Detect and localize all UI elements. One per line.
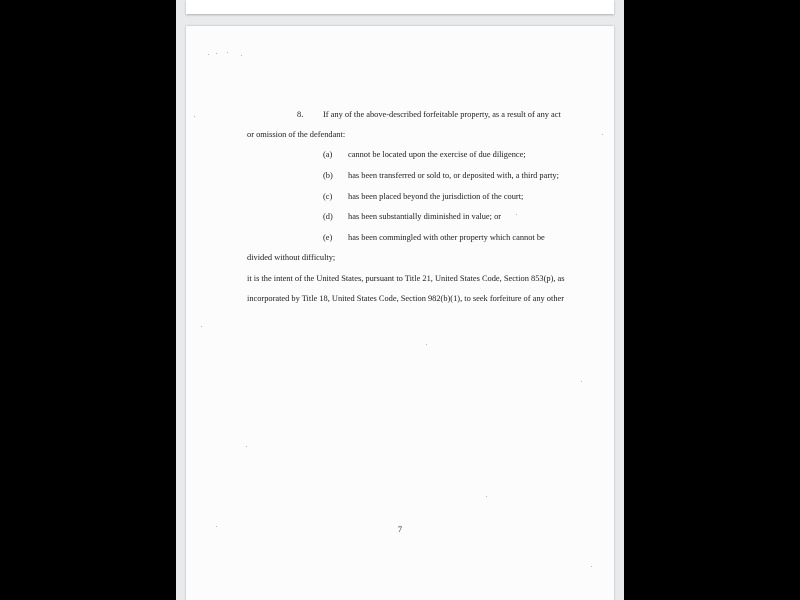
item-text: has been commingled with other property which cannot be (348, 233, 545, 242)
item-label: (d) (323, 212, 333, 221)
page-number: 7 (397, 525, 403, 534)
scan-speck (241, 55, 242, 56)
paragraph-lead: If any of the above-described forfeitable property, as a result of any act (323, 110, 561, 119)
scan-speck (201, 326, 202, 327)
item-label: (b) (323, 171, 333, 180)
scan-speck (581, 381, 582, 382)
item-label: (c) (323, 192, 333, 201)
item-label: (e) (323, 233, 333, 242)
scan-speck (227, 52, 228, 53)
item-text: has been substantially diminished in value; or (348, 212, 502, 221)
item-continued: divided without difficulty; (247, 253, 336, 262)
paragraph-number: 8. (297, 110, 304, 119)
scan-speck (246, 446, 247, 447)
scan-speck (591, 566, 592, 567)
body-line: incorporated by Title 18, United States Code, Section 982(b)(1), to seek forfeiture of any other (247, 294, 565, 303)
paragraph-lead-continued: or omission of the defendant: (247, 130, 346, 139)
item-label: (a) (323, 150, 333, 159)
document-viewer[interactable] (176, 0, 624, 600)
previous-page-edge (186, 0, 614, 14)
item-text: has been transferred or sold to, or deposited with, a third party; (348, 171, 559, 180)
scan-speck (208, 54, 209, 55)
item-text: cannot be located upon the exercise of due diligence; (348, 150, 526, 159)
item-text: has been placed beyond the jurisdiction of the court; (348, 192, 524, 201)
scan-speck (426, 344, 427, 345)
body-line: it is the intent of the United States, pursuant to Title 21, United States Code, Section 853(p), as (247, 274, 565, 283)
scan-speck (194, 116, 195, 117)
document-page (186, 26, 614, 600)
scan-speck (602, 134, 603, 135)
scan-speck (516, 214, 517, 215)
scan-speck (216, 53, 217, 54)
scan-speck (486, 496, 487, 497)
